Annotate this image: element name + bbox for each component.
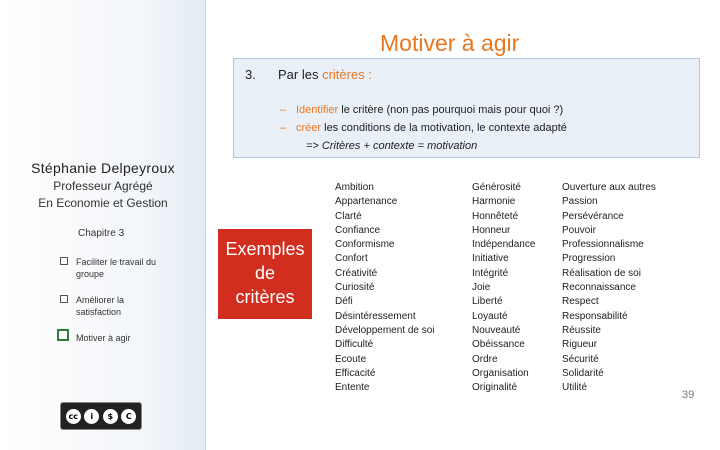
examples-line-2: de	[254, 263, 276, 283]
criterion-item: Désintéressement	[335, 310, 416, 322]
criteria-column-2	[472, 181, 535, 395]
table-of-contents	[60, 256, 170, 358]
criteria-box	[233, 58, 700, 158]
criterion-item: Réussite	[562, 324, 601, 336]
criterion-item: Appartenance	[335, 196, 398, 208]
toc-item-motiver[interactable]	[60, 332, 170, 344]
motivation-formula: => Critères + contexte = motivation	[306, 140, 478, 152]
criterion-item: Persévérance	[562, 210, 624, 222]
criterion-item: Honneur	[472, 224, 511, 236]
bullet-text: le critère (non pas pourquoi mais pour quoi ?)	[338, 104, 564, 116]
criterion-item: Développement de soi	[335, 324, 435, 336]
criterion-item: Pouvoir	[562, 224, 596, 236]
heading-prefix: Par les	[278, 67, 323, 82]
criterion-item: Générosité	[472, 182, 521, 193]
criterion-item: Responsabilité	[562, 310, 628, 322]
criterion-item: Entente	[335, 382, 370, 394]
criterion-item: Rigueur	[562, 339, 598, 351]
author-field: En Economie et Gestion	[38, 196, 168, 210]
toc-item-ameliorer[interactable]	[60, 294, 170, 318]
noncommercial-icon: $	[102, 408, 119, 425]
criterion-item: Conformisme	[335, 239, 395, 251]
author-name: Stéphanie Delpeyroux	[31, 160, 175, 176]
criteria-heading	[278, 67, 372, 82]
criterion-item: Curiosité	[335, 282, 375, 294]
dash-icon: –	[280, 104, 287, 116]
criterion-item: Honnêteté	[472, 210, 519, 222]
criterion-item: Professionnalisme	[562, 239, 644, 251]
section-number: 3.	[245, 67, 256, 82]
criterion-item: Utilité	[562, 382, 588, 394]
criterion-item: Difficulté	[335, 339, 374, 351]
criterion-item: Nouveauté	[472, 324, 521, 336]
attribution-icon: i	[83, 408, 100, 425]
toc-item-label: Motiver à agir	[76, 333, 131, 343]
criterion-item: Originalité	[472, 382, 518, 394]
criterion-item: Harmonie	[472, 196, 516, 208]
checkbox-icon	[60, 257, 68, 265]
criterion-item: Initiative	[472, 253, 509, 265]
examples-line-3: critères	[235, 287, 295, 307]
criterion-item: Reconnaissance	[562, 282, 636, 294]
criterion-item: Intégrité	[472, 267, 509, 279]
criterion-item: Clarté	[335, 210, 362, 222]
bullet-text: les conditions de la motivation, le contexte adapté	[321, 122, 567, 134]
criterion-item: Organisation	[472, 367, 529, 379]
examples-box	[218, 229, 312, 319]
criterion-item: Solidarité	[562, 367, 604, 379]
criterion-item: Confort	[335, 253, 368, 265]
examples-line-1: Exemples	[225, 239, 305, 259]
author-role: Professeur Agrégé	[53, 179, 153, 193]
toc-item-label: Faciliter le travail du groupe	[76, 257, 157, 279]
criterion-item: Liberté	[472, 296, 503, 308]
criterion-item: Indépendance	[472, 239, 536, 251]
dash-icon: –	[280, 122, 287, 134]
page-number: 39	[682, 389, 695, 401]
criterion-item: Progression	[562, 253, 616, 265]
criterion-item: Respect	[562, 296, 599, 308]
cc-icon: cc	[65, 408, 82, 425]
criterion-item: Ouverture aux autres	[562, 182, 656, 193]
criterion-item: Ambition	[335, 182, 374, 193]
toc-item-faciliter[interactable]	[60, 256, 170, 280]
criterion-item: Passion	[562, 196, 598, 208]
checkbox-icon	[60, 295, 68, 303]
criteria-column-1	[335, 181, 435, 395]
criterion-item: Joie	[472, 282, 491, 294]
sharealike-icon: C	[120, 408, 137, 425]
chapter-label: Chapitre 3	[78, 228, 125, 239]
bullet-accent: créer	[296, 122, 322, 134]
checkbox-active-icon	[57, 329, 69, 341]
bullet-creer	[280, 122, 567, 134]
slide-title: Motiver à agir	[380, 30, 520, 56]
bullet-accent: Identifier	[296, 104, 339, 116]
criterion-item: Efficacité	[335, 367, 376, 379]
criterion-item: Loyauté	[472, 310, 508, 322]
heading-accent: critères :	[322, 67, 372, 82]
criterion-item: Obéissance	[472, 339, 525, 351]
criterion-item: Réalisation de soi	[562, 267, 641, 279]
author-title	[0, 178, 206, 212]
criterion-item: Défi	[335, 296, 353, 308]
criterion-item: Créativité	[335, 267, 378, 279]
creative-commons-license-badge	[60, 402, 142, 430]
toc-item-label: Améliorer la satisfaction	[76, 295, 125, 317]
criterion-item: Ordre	[472, 353, 498, 365]
bullet-identifier	[280, 104, 563, 116]
criterion-item: Sécurité	[562, 353, 599, 365]
criterion-item: Ecoute	[335, 353, 367, 365]
criterion-item: Confiance	[335, 224, 381, 236]
criteria-column-3	[562, 181, 656, 395]
sidebar	[0, 0, 206, 450]
